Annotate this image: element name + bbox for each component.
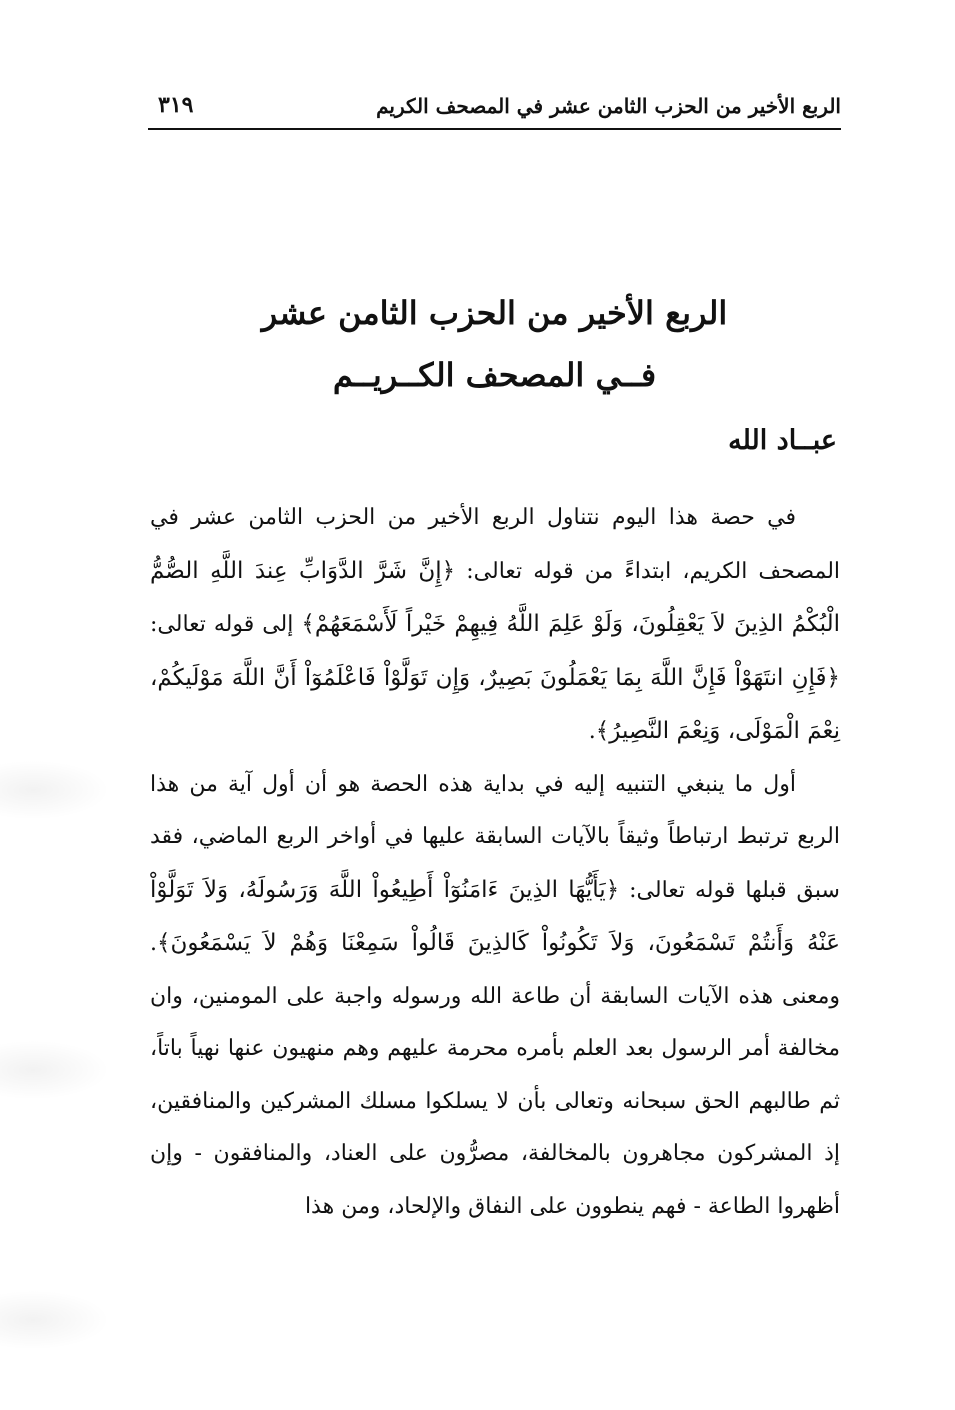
body-text [150, 492, 840, 1233]
chapter-title [148, 282, 841, 406]
salutation-heading: عبــاد الله [728, 425, 837, 456]
page-number: ٣١٩ [158, 92, 194, 118]
paragraph-1-text-3: . [588, 719, 596, 744]
paragraph-1-text-2: إلى قوله تعالى: [150, 612, 302, 637]
paragraph-2-text-2: . ومعنى هذه الآيات السابقة أن طاعة الله ورسوله واجبة على المومنين، وان مخالفة أمر الرسول بعد العلم بأمره محرمة عليهم وهم منهيون عنها نهياً باتاً، ثم طالبهم الحق سبحانه وتعالى بأن لا يسلكوا مسلك المشركين والمنافقين، إذ المشركون مجاهرون بالمخالفة، مصرُّون على العناد، والمنافقون - وإن أظهروا الطاعة - فهم ينطوون على النفاق والإلحاد، ومن هذا [150, 931, 840, 1219]
quran-verse-3: ﴿يَأَيُّهَا الذِينَ ءَامَنُوٓاْ أَطِيعُواْ اللَّهَ وَرَسُولَهُ، وَلاَ تَوَلَّوْاْ عَنْهُ وَأَنتُمْ تَسْمَعُونَ، وَلاَ تَكُونُواْ كَالذِينَ قَالُواْ سَمِعْنَا وَهُمْ لاَ يَسْمَعُونَ﴾ [150, 876, 840, 956]
paragraph-2-text-1: أول ما ينبغي التنبيه إليه في بداية هذه الحصة هو أن أول آية من هذا الربع ترتبط ارتباطاً وثيقاً بالآيات السابقة عليها في أواخر الربع الماضي، فقد سبق قبلها قوله تعالى: [150, 771, 840, 903]
scan-artifact [0, 1290, 110, 1350]
quran-verse-2: ﴿فَإِنِ انتَهَوْاْ فَإِنَّ اللَّهَ بِمَا يَعْمَلُونَ بَصِيرٌ، وَإِن تَوَلَّوْاْ فَاعْلَمُوٓاْ أَنَّ اللَّهَ مَوْلَيكُمْ، نِعْمَ الْمَوْلَى، وَنِعْمَ النَّصِيرُ﴾ [150, 664, 840, 744]
chapter-title-line-1: الربع الأخير من الحزب الثامن عشر [261, 294, 728, 332]
running-header [148, 92, 841, 130]
scan-artifact [0, 760, 110, 820]
paragraph-2 [150, 759, 840, 1234]
quran-verse-1: ﴿إِنَّ شَرَّ الدَّوَابِّ عِندَ اللَّهِ الصُّمُّ الْبُكْمُ الذِينَ لاَ يَعْقِلُونَ، وَلَوْ عَلِمَ اللَّهُ فِيهِمْ خَيْراً لَأَسْمَعَهُمْ﴾ [150, 557, 841, 637]
paragraph-1 [150, 492, 840, 759]
running-title: الربع الأخير من الحزب الثامن عشر في المصحف الكريم [376, 94, 841, 118]
chapter-title-line-2: فــي المصحف الكــريــم [332, 356, 657, 394]
paragraph-1-text-1: في حصة هذا اليوم نتناول الربع الأخير من الحزب الثامن عشر في المصحف الكريم، ابتداءً من قوله تعالى: [150, 505, 841, 584]
scan-artifact [0, 1040, 110, 1100]
